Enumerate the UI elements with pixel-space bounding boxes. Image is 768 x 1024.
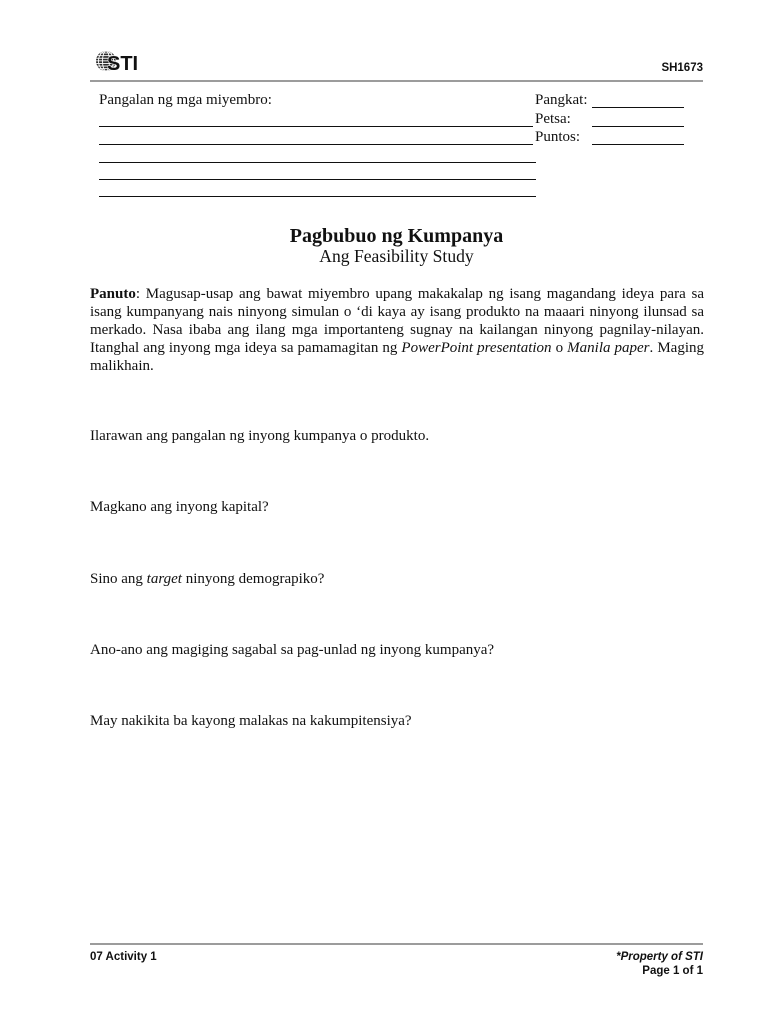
sti-logo	[94, 48, 144, 76]
property-notice: *Property of STI	[616, 951, 703, 963]
question-text: Sino ang	[90, 571, 147, 587]
date-label: Petsa:	[535, 111, 571, 127]
question-text: ninyong demograpiko?	[181, 571, 325, 587]
member-name-line	[99, 126, 533, 127]
header-rule	[90, 80, 703, 82]
question-obstacles: Ano-ano ang magiging sagabal sa pag-unlad ng inyong kumpanya?	[90, 642, 495, 658]
member-name-line	[99, 144, 533, 145]
footer-rule	[90, 943, 703, 945]
question-target-demographic	[90, 570, 324, 588]
instructions-emphasis: PowerPoint presentation	[401, 340, 552, 356]
question-company-name: Ilarawan ang pangalan ng inyong kumpanya o produkto.	[90, 428, 430, 444]
group-label: Pangkat:	[535, 92, 588, 108]
group-line	[592, 107, 684, 108]
member-name-line	[99, 196, 536, 197]
member-name-line	[99, 162, 536, 163]
members-label: Pangalan ng mga miyembro:	[99, 92, 272, 108]
document-subtitle: Ang Feasibility Study	[319, 246, 474, 266]
score-line	[592, 144, 684, 145]
instructions-label: Panuto	[90, 286, 136, 302]
instructions-paragraph	[90, 285, 704, 375]
instructions-text: . Maging malikhain.	[90, 340, 704, 374]
logo-wordmark: STI	[107, 53, 139, 75]
instructions-emphasis: Manila paper	[567, 340, 650, 356]
member-name-line	[99, 179, 536, 180]
question-capital: Magkano ang inyong kapital?	[90, 499, 269, 515]
document-title: Pagbubuo ng Kumpanya	[289, 225, 504, 247]
question-emphasis: target	[146, 571, 182, 587]
document-code: SH1673	[661, 62, 703, 74]
score-label: Puntos:	[535, 129, 581, 145]
question-competitors: May nakikita ba kayong malakas na kakumpitensiya?	[90, 713, 412, 729]
activity-label: 07 Activity 1	[90, 951, 157, 963]
date-line	[592, 126, 684, 127]
instructions-text: o	[551, 340, 568, 356]
instructions-text: : Magusap-usap ang bawat miyembro upang makakalap ng isang magandang ideya para sa isang kumpanyang nais ninyong simulan o ‘di kaya ay isang produkto na maaari ninyong ilunsad sa merkado. Nasa ibaba ang ilang mga importanteng sugnay na kailangan ninyong pagnilay-nilayan. Itanghal ang inyong mga ideya sa pamamagitan ng	[90, 286, 704, 356]
page-number: Page 1 of 1	[642, 965, 703, 977]
